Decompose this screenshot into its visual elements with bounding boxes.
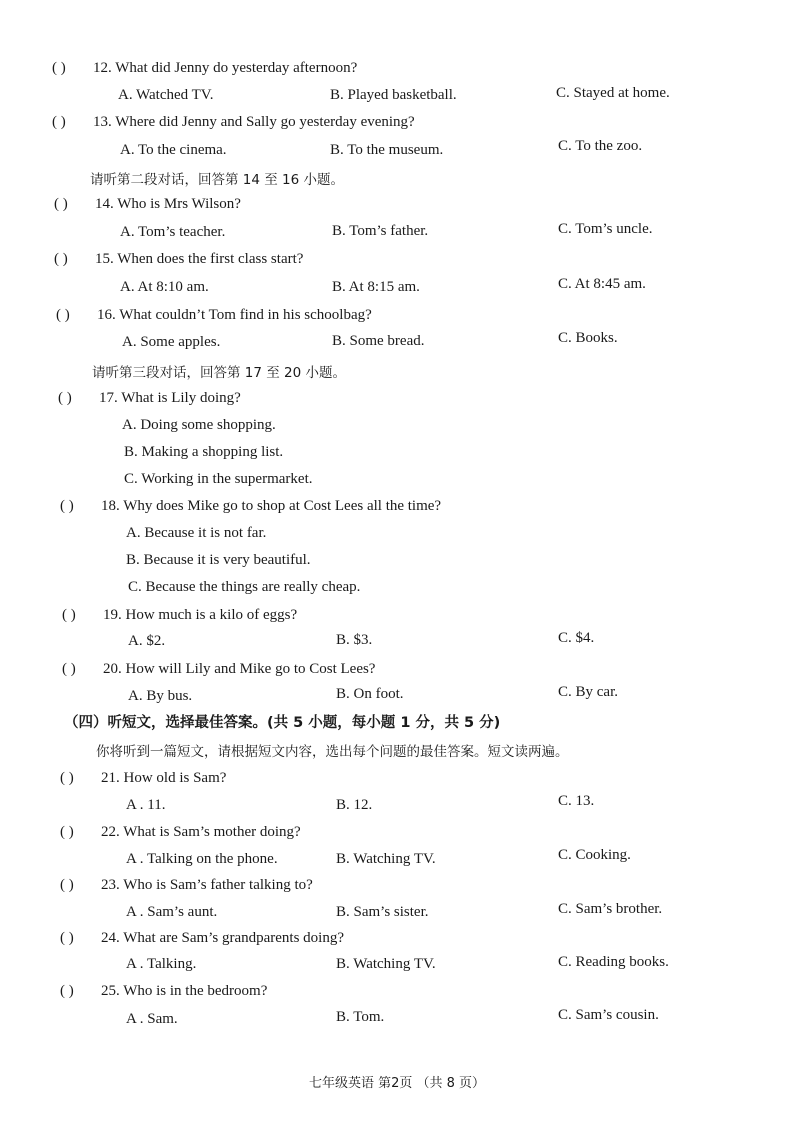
q22-option-c: C. Cooking. — [558, 847, 631, 863]
q25-option-a: A . Sam. — [126, 1011, 178, 1027]
q23-option-b: B. Sam’s sister. — [336, 904, 429, 920]
q19-option-a: A. $2. — [128, 633, 166, 649]
question-12: 12. What did Jenny do yesterday afternoon? — [93, 60, 358, 76]
answer-blank-12[interactable]: ( ) — [52, 60, 66, 76]
q18-option-b: B. Because it is very beautiful. — [126, 552, 311, 568]
q20-option-b: B. On foot. — [336, 686, 404, 702]
q12-option-c: C. Stayed at home. — [556, 85, 670, 101]
q22-option-b: B. Watching TV. — [336, 851, 436, 867]
answer-blank-24[interactable]: ( ) — [60, 930, 74, 946]
answer-blank-20[interactable]: ( ) — [62, 661, 76, 677]
q23-option-c: C. Sam’s brother. — [558, 901, 663, 917]
q24-option-b: B. Watching TV. — [336, 956, 436, 972]
answer-blank-17[interactable]: ( ) — [58, 390, 72, 406]
q14-option-b: B. Tom’s father. — [332, 223, 429, 239]
q18-option-c: C. Because the things are really cheap. — [128, 579, 361, 595]
question-14: 14. Who is Mrs Wilson? — [95, 196, 241, 212]
q24-option-c: C. Reading books. — [558, 954, 669, 970]
q13-option-c: C. To the zoo. — [558, 138, 643, 154]
question-17: 17. What is Lily doing? — [99, 390, 241, 406]
q15-option-a: A. At 8:10 am. — [120, 279, 209, 295]
answer-blank-23[interactable]: ( ) — [60, 877, 74, 893]
q17-option-c: C. Working in the supermarket. — [124, 471, 313, 487]
question-25: 25. Who is in the bedroom? — [101, 983, 268, 999]
question-15: 15. When does the first class start? — [95, 251, 304, 267]
q19-option-b: B. $3. — [336, 632, 373, 648]
answer-blank-21[interactable]: ( ) — [60, 770, 74, 786]
q17-option-a: A. Doing some shopping. — [122, 417, 276, 433]
q24-option-a: A . Talking. — [126, 956, 197, 972]
dialogue-2-instruction: 请听第二段对话，回答第 14 至 16 小题。 — [90, 172, 345, 188]
question-19: 19. How much is a kilo of eggs? — [103, 607, 298, 623]
q16-option-b: B. Some bread. — [332, 333, 425, 349]
q20-option-a: A. By bus. — [128, 688, 193, 704]
q16-option-a: A. Some apples. — [122, 334, 221, 350]
q15-option-c: C. At 8:45 am. — [558, 276, 646, 292]
answer-blank-18[interactable]: ( ) — [60, 498, 74, 514]
q14-option-c: C. Tom’s uncle. — [558, 221, 653, 237]
dialogue-3-instruction: 请听第三段对话，回答第 17 至 20 小题。 — [92, 365, 347, 381]
q12-option-a: A. Watched TV. — [118, 87, 214, 103]
answer-blank-14[interactable]: ( ) — [54, 196, 68, 212]
q23-option-a: A . Sam’s aunt. — [126, 904, 218, 920]
answer-blank-19[interactable]: ( ) — [62, 607, 76, 623]
q16-option-c: C. Books. — [558, 330, 618, 346]
question-13: 13. Where did Jenny and Sally go yesterday evening? — [93, 114, 415, 130]
q18-option-a: A. Because it is not far. — [126, 525, 267, 541]
q21-option-a: A . 11. — [126, 797, 166, 813]
q12-option-b: B. Played basketball. — [330, 87, 457, 103]
question-21: 21. How old is Sam? — [101, 770, 227, 786]
section-4-heading: （四）听短文，选择最佳答案。(共 5 小题，每小题 1 分，共 5 分) — [64, 715, 501, 731]
q13-option-b: B. To the museum. — [330, 142, 444, 158]
q25-option-b: B. Tom. — [336, 1009, 385, 1025]
section-4-description: 你将听到一篇短文，请根据短文内容，选出每个问题的最佳答案。短文读两遍。 — [96, 744, 569, 760]
answer-blank-16[interactable]: ( ) — [56, 307, 70, 323]
q19-option-c: C. $4. — [558, 630, 595, 646]
q13-option-a: A. To the cinema. — [120, 142, 227, 158]
answer-blank-15[interactable]: ( ) — [54, 251, 68, 267]
question-20: 20. How will Lily and Mike go to Cost Lees? — [103, 661, 376, 677]
q21-option-b: B. 12. — [336, 797, 373, 813]
page-footer: 七年级英语 第2页 （共 8 页） — [308, 1076, 486, 1091]
answer-blank-22[interactable]: ( ) — [60, 824, 74, 840]
q21-option-c: C. 13. — [558, 793, 595, 809]
q25-option-c: C. Sam’s cousin. — [558, 1007, 659, 1023]
answer-blank-25[interactable]: ( ) — [60, 983, 74, 999]
q17-option-b: B. Making a shopping list. — [124, 444, 284, 460]
question-16: 16. What couldn’t Tom find in his schoolbag? — [97, 307, 372, 323]
q22-option-a: A . Talking on the phone. — [126, 851, 278, 867]
answer-blank-13[interactable]: ( ) — [52, 114, 66, 130]
q15-option-b: B. At 8:15 am. — [332, 279, 420, 295]
question-24: 24. What are Sam’s grandparents doing? — [101, 930, 344, 946]
q20-option-c: C. By car. — [558, 684, 618, 700]
question-23: 23. Who is Sam’s father talking to? — [101, 877, 313, 893]
question-18: 18. Why does Mike go to shop at Cost Lees all the time? — [101, 498, 442, 514]
question-22: 22. What is Sam’s mother doing? — [101, 824, 301, 840]
q14-option-a: A. Tom’s teacher. — [120, 224, 226, 240]
